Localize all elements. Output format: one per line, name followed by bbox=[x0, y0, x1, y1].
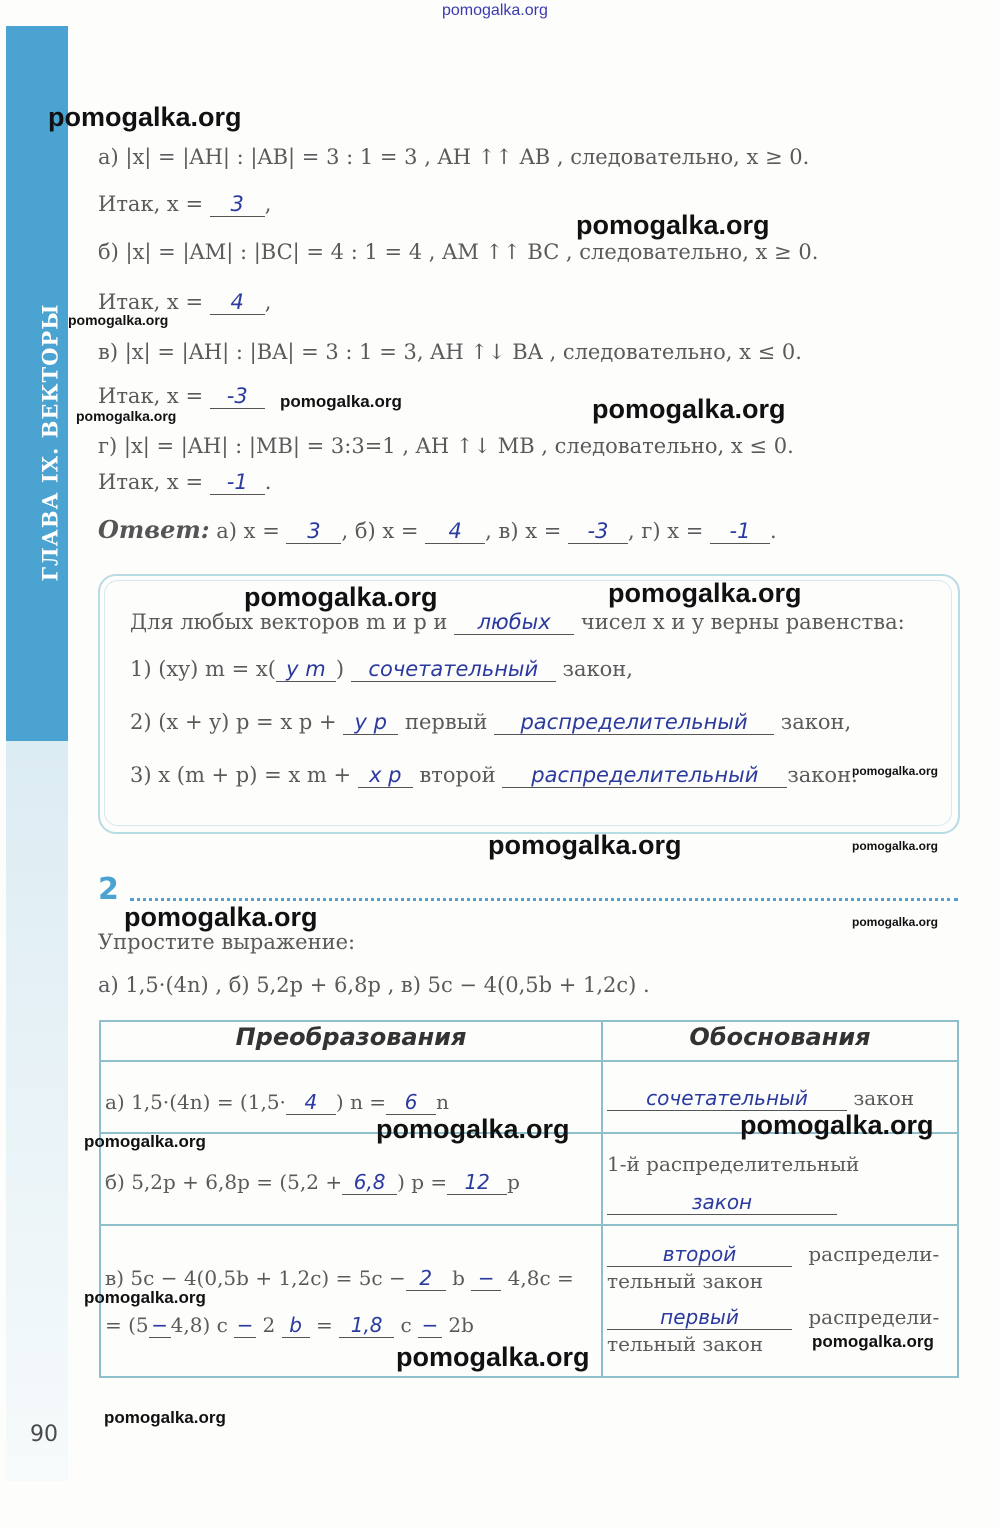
watermark: pomogalka.org bbox=[852, 839, 939, 853]
row-c-right-fill1: второй bbox=[607, 1242, 792, 1267]
rule-2-name: распределительный bbox=[494, 710, 774, 735]
watermark: pomogalka.org bbox=[244, 582, 438, 612]
watermark: pomogalka.org bbox=[124, 902, 318, 932]
result-label: Итак, x = bbox=[98, 290, 204, 314]
row-b-right-line1: 1-й распределительный bbox=[607, 1152, 860, 1176]
watermark: pomogalka.org bbox=[812, 1332, 934, 1351]
row-b-fill1: 6,8 bbox=[342, 1170, 397, 1195]
row-c-line2-c: c bbox=[400, 1313, 412, 1337]
a-result-value: 3 bbox=[210, 192, 265, 217]
row-b-left: б) 5,2p + 6,8p = (5,2 + bbox=[105, 1170, 343, 1194]
row-b-fill2: 12 bbox=[447, 1170, 507, 1195]
result-label: Итак, x = bbox=[98, 384, 204, 408]
rule-1-fill: y m bbox=[276, 657, 336, 682]
row-c-fill7: − bbox=[418, 1313, 442, 1338]
task1-answer: Ответ: а) x = 3 , б) x = 4 , в) x = -3 , г) x = -1 . bbox=[98, 515, 777, 544]
row-c-right-1: распредели- bbox=[808, 1242, 940, 1266]
answer-a-label: а) x = bbox=[216, 519, 280, 543]
row-b-end: p bbox=[507, 1170, 520, 1194]
rule-3-formula: 3) x (m + p) = x m + bbox=[130, 763, 352, 787]
watermark: pomogalka.org bbox=[488, 830, 682, 860]
row-a-fill2: 6 bbox=[386, 1090, 436, 1115]
task1-b-line: б) |x| = |AM| : |BC| = 4 : 1 = 4 , AM ↑↑ BC , следовательно, x ≥ 0. bbox=[98, 240, 819, 264]
rule-2-tail: закон, bbox=[780, 710, 852, 734]
result-label: Итак, x = bbox=[98, 192, 204, 216]
task1-c-result bbox=[98, 384, 265, 409]
answer-d-value: -1 bbox=[710, 519, 770, 544]
watermark: pomogalka.org bbox=[396, 1342, 590, 1372]
rule-1-formula: 1) (xy) m = x( bbox=[130, 657, 276, 681]
task2-divider bbox=[130, 898, 958, 901]
row-a-right-fill: сочетательный bbox=[607, 1086, 847, 1111]
watermark: pomogalka.org bbox=[852, 915, 939, 929]
col2-header-text: Обоснования bbox=[689, 1023, 871, 1051]
watermark: pomogalka.org bbox=[852, 764, 939, 778]
watermark: pomogalka.org bbox=[592, 394, 786, 424]
rule-3-mid: второй bbox=[419, 763, 496, 787]
row-a-left: а) 1,5·(4n) = (1,5· bbox=[105, 1090, 286, 1114]
watermark: pomogalka.org bbox=[84, 1288, 206, 1307]
page-number: 90 bbox=[30, 1422, 58, 1447]
task1-a-result: Итак, x = 3 , bbox=[98, 192, 272, 216]
watermark: pomogalka.org bbox=[280, 392, 402, 411]
watermark: pomogalka.org bbox=[740, 1110, 934, 1140]
col1-header-text: Преобразования bbox=[235, 1023, 467, 1051]
rule-2-formula: 2) (x + y) p = x p + bbox=[130, 710, 337, 734]
row-c-justify bbox=[602, 1225, 958, 1377]
answer-b-label: , б) x = bbox=[341, 519, 419, 543]
answer-c-label: , в) x = bbox=[485, 519, 562, 543]
rule-1 bbox=[130, 657, 633, 682]
rule-1-tail: закон, bbox=[562, 657, 633, 681]
row-c-fill4: − bbox=[234, 1313, 256, 1338]
rule-3-name: распределительный bbox=[502, 763, 787, 788]
watermark: pomogalka.org bbox=[84, 1132, 206, 1151]
b-result-value: 4 bbox=[210, 290, 265, 315]
watermark: pomogalka.org bbox=[608, 578, 802, 608]
chapter-side-label: ГЛАВА IX. ВЕКТОРЫ bbox=[37, 303, 63, 582]
row-a-mid: ) n = bbox=[335, 1090, 387, 1114]
row-c-line2-eq: = bbox=[316, 1313, 333, 1337]
task2-instruction: Упростите выражение: bbox=[98, 930, 356, 954]
answer-c-value: -3 bbox=[568, 519, 628, 544]
row-c-fill1: 2 bbox=[406, 1266, 446, 1291]
row-c-line2-2: 2 bbox=[262, 1313, 276, 1337]
row-c-fill6: 1,8 bbox=[339, 1313, 394, 1338]
answer-d-label: , г) x = bbox=[628, 519, 704, 543]
row-b-justify bbox=[602, 1133, 958, 1225]
col-header-transformations bbox=[100, 1021, 602, 1061]
task1-b-result: Итак, x = 4 , bbox=[98, 290, 272, 314]
watermark: pomogalka.org bbox=[576, 210, 770, 240]
rules-intro bbox=[130, 610, 905, 635]
row-a-right: закон bbox=[853, 1086, 915, 1110]
rule-1-close: ) bbox=[335, 657, 345, 681]
row-a-end: n bbox=[436, 1090, 449, 1114]
row-c-right-2b: тельный закон bbox=[607, 1332, 764, 1356]
row-c-line2-left: = (5 bbox=[105, 1313, 149, 1337]
rules-intro-end: чисел x и y верны равенства: bbox=[580, 610, 905, 634]
rule-2-fill: y p bbox=[343, 710, 398, 735]
task2-items: а) 1,5·(4n) , б) 5,2p + 6,8p , в) 5c − 4(0,5b + 1,2c) . bbox=[98, 973, 650, 997]
answer-label: Ответ: bbox=[98, 515, 210, 544]
watermark: pomogalka.org bbox=[376, 1114, 570, 1144]
row-a-fill1: 4 bbox=[286, 1090, 336, 1115]
row-c-fill3: − bbox=[149, 1313, 171, 1338]
d-result-value: -1 bbox=[210, 470, 265, 495]
task1-c-line: в) |x| = |AH| : |BA| = 3 : 1 = 3, AH ↑↓ BA , следовательно, x ≤ 0. bbox=[98, 340, 802, 364]
row-b-mid: ) p = bbox=[397, 1170, 448, 1194]
rule-2-mid: первый bbox=[404, 710, 488, 734]
site-header: pomogalka.org bbox=[442, 2, 548, 19]
row-c-right-1b: тельный закон bbox=[607, 1269, 764, 1293]
row-c-line1-left: в) 5c − 4(0,5b + 1,2c) = 5c − bbox=[105, 1266, 406, 1290]
watermark: pomogalka.org bbox=[68, 312, 169, 328]
col-header-justifications bbox=[602, 1021, 958, 1061]
row-c-fill5: b bbox=[282, 1313, 310, 1338]
rules-intro-start: Для любых векторов m и p и bbox=[130, 610, 448, 634]
answer-b-value: 4 bbox=[425, 519, 485, 544]
task2-number: 2 bbox=[98, 872, 119, 907]
row-c-right-fill2: первый bbox=[607, 1305, 792, 1330]
row-c-line1-b: b bbox=[452, 1266, 465, 1290]
rule-3 bbox=[130, 763, 858, 788]
chapter-side-bar-light bbox=[6, 741, 68, 1481]
task1-a-line: а) |x| = |AH| : |AB| = 3 : 1 = 3 , AH ↑↑ AB , следовательно, x ≥ 0. bbox=[98, 145, 810, 169]
row-c-line2-mid: 4,8) c bbox=[170, 1313, 228, 1337]
task2-table bbox=[99, 1020, 959, 1378]
rule-1-name: сочетательный bbox=[351, 657, 556, 682]
result-label: Итак, x = bbox=[98, 470, 204, 494]
watermark: pomogalka.org bbox=[48, 102, 242, 132]
rule-2 bbox=[130, 710, 851, 735]
row-b-right-fill: закон bbox=[607, 1190, 837, 1215]
watermark: pomogalka.org bbox=[104, 1408, 226, 1427]
rules-intro-fill: любых bbox=[454, 610, 574, 635]
row-c-line1-end: 4,8c = bbox=[507, 1266, 574, 1290]
answer-a-value: 3 bbox=[286, 519, 341, 544]
rule-3-fill: x p bbox=[358, 763, 413, 788]
watermark: pomogalka.org bbox=[76, 408, 177, 424]
task1-d-result: Итак, x = -1 . bbox=[98, 470, 272, 494]
c-result-value: -3 bbox=[210, 384, 265, 409]
task1-d-line: г) |x| = |AH| : |MB| = 3:3=1 , AH ↑↓ MB , следовательно, x ≤ 0. bbox=[98, 434, 794, 458]
row-c-fill2: − bbox=[471, 1266, 501, 1291]
rule-3-tail: закон. bbox=[787, 763, 858, 787]
row-c-line2-end: 2b bbox=[448, 1313, 474, 1337]
row-c-right-2: распредели- bbox=[808, 1305, 940, 1329]
